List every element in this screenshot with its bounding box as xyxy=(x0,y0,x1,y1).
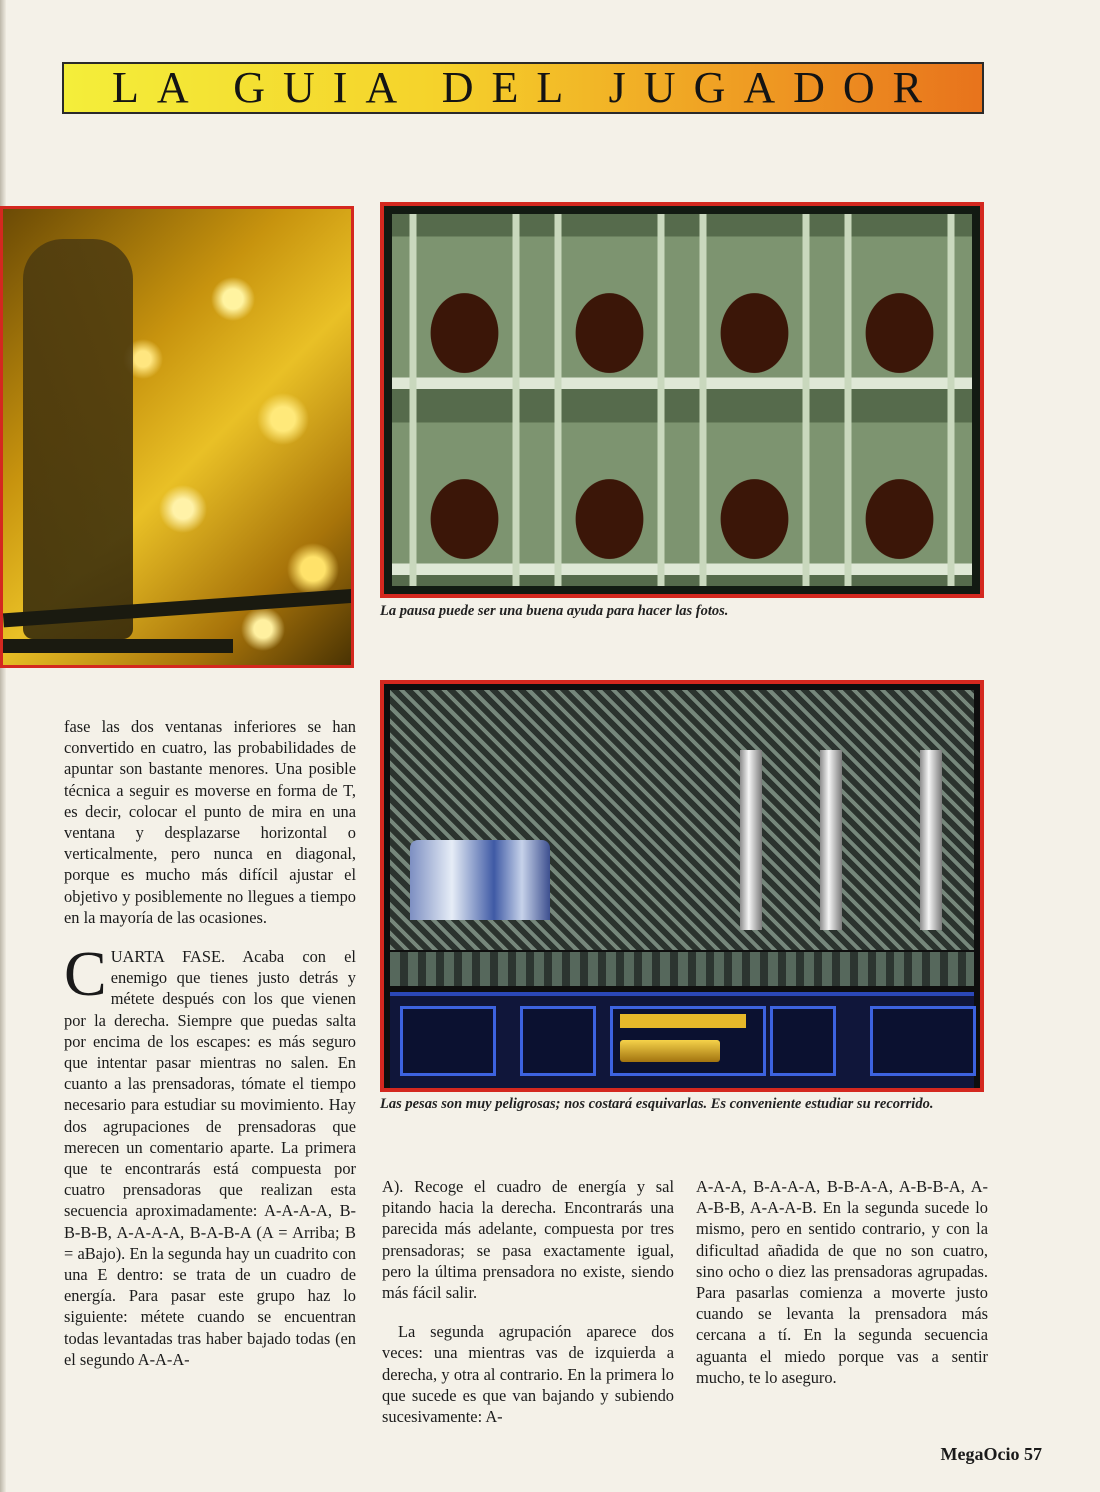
text-column-middle xyxy=(382,1176,674,1445)
section-title: LA GUIA DEL JUGADOR xyxy=(112,63,941,112)
hud-portrait-box xyxy=(400,1006,496,1076)
text-column-right xyxy=(696,1176,988,1406)
press-piston xyxy=(920,750,942,930)
illustration-photo xyxy=(0,206,354,668)
caption-screenshot-1: La pausa puede ser una buena ayuda para hacer las fotos. xyxy=(380,603,729,619)
section-banner xyxy=(62,62,984,114)
factory-background xyxy=(390,690,974,950)
hud-energy-bar xyxy=(620,1040,720,1062)
game-screenshot-factory xyxy=(380,680,984,1092)
paragraph: La segunda agrupación aparece dos veces: una mientras vas de izquierda a derecha, y otra al contrario. En la primera lo que sucede es que van bajando y subiendo sucesivamente: A- xyxy=(382,1322,674,1427)
paragraph: fase las dos ventanas inferiores se han convertido en cuatro, las probabilidades de apuntar son bastante menores. Una posible técnica a seguir es moverse en forma de T, es decir, colocar el punto de mira en una ventana y desplazarse horizontal o verticalmente, pero nunca en diagonal, porque es mucho más difícil ajustar el objetivo y posiblemente no llegues a tiempo en la mayoría de las ocasiones. xyxy=(64,717,356,927)
caption-screenshot-2: Las pesas son muy peligrosas; nos costará esquivarlas. Es conveniente estudiar su recorrido. xyxy=(380,1096,934,1112)
paragraph: A-A-A, B-A-A-A, B-B-A-A, A-B-B-A, A-A-B-B, A-A-A-B. En la segunda sucede lo mismo, pero en sentido contrario, y con la dificultad añadida de que no son cuatro, sino ocho o diez las prensadoras agrupadas. Para pasarlas comienza a moverte justo cuando se levanta la prensadora más cercana a tí. En la segunda secuencia aguanta el miedo porque vas a sentir mucho, te lo aseguro. xyxy=(696,1177,988,1387)
paragraph-cuarta-fase xyxy=(64,938,356,1370)
factory-floor xyxy=(390,952,974,986)
drop-cap: C xyxy=(64,938,107,1010)
text-column-left xyxy=(64,716,356,1388)
arched-windows-wall xyxy=(392,214,972,586)
hud-lives-box xyxy=(520,1006,596,1076)
press-piston xyxy=(820,750,842,930)
press-piston xyxy=(740,750,762,930)
hud-score-bar xyxy=(620,1014,746,1028)
blue-tanks xyxy=(410,840,550,920)
paragraph-text: UARTA FASE. Acaba con el enemigo que tienes justo detrás y métete después con los que vienen por la derecha. Siempre que puedas salta por encima de los escapes: es más seguro que intentar pasar mientras no salen. En cuanto a las prensadoras, tómate el tiempo necesario para estudiar su movimiento. Hay dos agrupaciones de prensadoras que merecen un comentario aparte. La primera que te encontrarás está compuesta por cuatro prensadoras que realizan esta secuencia aproximadamente: A-A-A-A, B-B-B-B, A-A-A-A, B-A-B-A (A = Arriba; B = aBajo). En la segunda hay un cuadrito con una E dentro: se trata de un cuadro de energía. Para pasar este grupo haz lo siguiente: métete cuando se encuentran todas levantadas tras haber bajado todas (en el segundo A-A-A- xyxy=(64,947,356,1369)
paragraph: A). Recoge el cuadro de energía y sal pitando hacia la derecha. Encontrarás una parecida más adelante, compuesta por tres prensadoras; se pasa exactamente igual, pero la última prensadora no existe, siendo más fácil salir. xyxy=(382,1177,674,1303)
photo-railing-lower xyxy=(3,639,233,653)
game-screenshot-windows xyxy=(380,202,984,598)
photo-figure xyxy=(23,239,133,639)
hud-timer-box xyxy=(770,1006,836,1076)
game-hud xyxy=(390,992,974,1088)
hud-weapon-box xyxy=(870,1006,976,1076)
page-footer: MegaOcio 57 xyxy=(940,1444,1042,1464)
